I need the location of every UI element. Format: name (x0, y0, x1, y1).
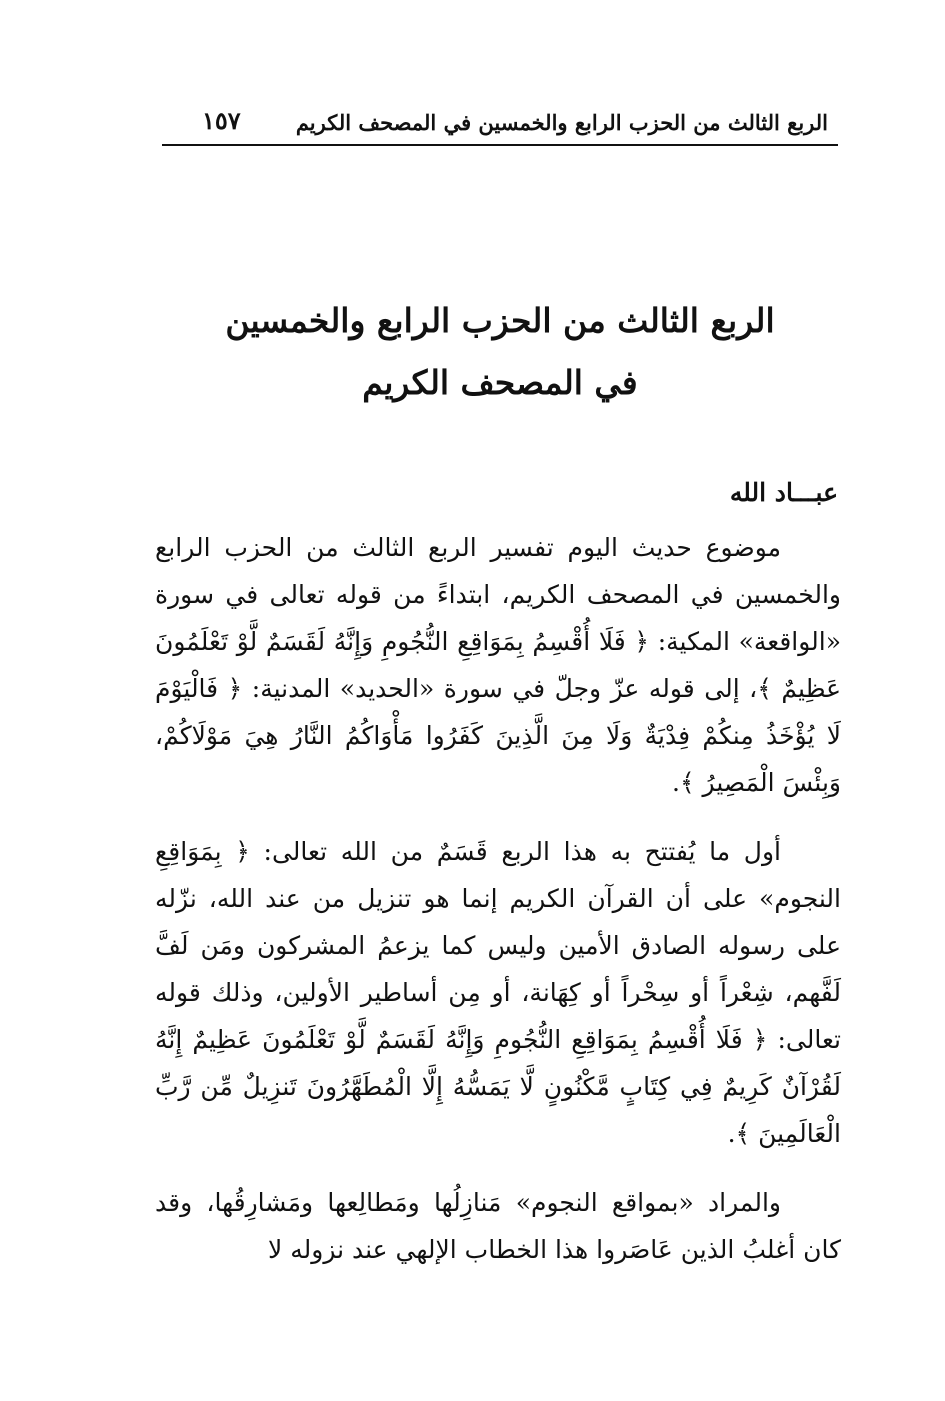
chapter-title (162, 290, 838, 414)
paragraph-1: موضوع حديث اليوم تفسير الربع الثالث من الحزب الرابع والخمسين في المصحف الكريم، ابتداءً من قوله تعالى في سورة «الواقعة» المكية: ﴿ فَلَا أُقْسِمُ بِمَوَاقِعِ النُّجُومِ وَإِنَّهُ لَقَسَمٌ لَّوْ تَعْلَمُونَ عَظِيمٌ ﴾، إلى قوله عزّ وجلّ في سورة «الحديد» المدنية: ﴿ فَالْيَوْمَ لَا يُؤْخَذُ مِنكُمْ فِدْيَةٌ وَلَا مِنَ الَّذِينَ كَفَرُوا مَأْوَاكُمُ النَّارُ هِيَ مَوْلَاكُمْ، وَبِئْسَ الْمَصِيرُ ﴾. (155, 533, 842, 797)
page-number: ١٥٧ (202, 106, 241, 135)
running-title: الربع الثالث من الحزب الرابع والخمسين في المصحف الكريم (295, 110, 828, 135)
paragraph-2: أول ما يُفتتح به هذا الربع قَسَمٌ من الله تعالى: ﴿ بِمَوَاقِعِ النجوم» على أن القرآن الكريم إنما هو تنزيل من عند الله، نزّله على رسوله الصادق الأمين وليس كما يزعمُ المشركون ومَن لَفَّ لَفَّهم، شِعْراً أو سِحْراً أو كِهَانة، أو مِن أساطير الأولين، وذلك قوله تعالى: ﴿ فَلَا أُقْسِمُ بِمَوَاقِعِ النُّجُومِ وَإِنَّهُ لَقَسَمٌ لَّوْ تَعْلَمُونَ عَظِيمٌ إِنَّهُ لَقُرْآنٌ كَرِيمٌ فِي كِتَابٍ مَّكْنُونٍ لَّا يَمَسُّهُ إِلَّا الْمُطَهَّرُونَ تَنزِيلٌ مِّن رَّبِّ الْعَالَمِينَ ﴾. (155, 837, 841, 1148)
chapter-title-line-1: الربع الثالث من الحزب الرابع والخمسين (225, 301, 775, 340)
chapter-title-line-2: في المصحف الكريم (362, 363, 638, 402)
body-text (155, 524, 841, 1273)
running-header (162, 104, 838, 146)
paragraph-3: والمراد «بمواقع النجوم» مَنازِلُها ومَطالِعها ومَشارِقُها، وقد كان أغلبُ الذين عَاصَروا هذا الخطاب الإلهي عند نزوله لا (155, 1188, 841, 1264)
salutation-heading: عبـــاد الله (729, 478, 838, 507)
